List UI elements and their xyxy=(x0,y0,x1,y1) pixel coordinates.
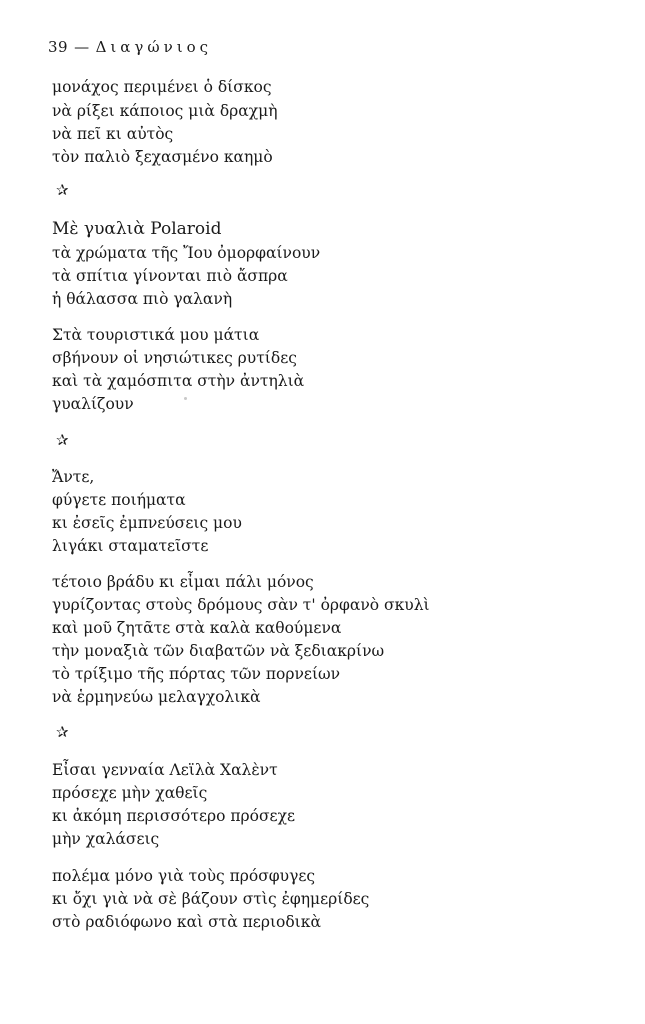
poem-line: φύγετε ποιήματα xyxy=(52,491,186,509)
poem-line: γυρίζοντας στοὺς δρόμους σὰν τ' ὀρφανὸ σκυλὶ xyxy=(52,596,430,614)
poem-line: μὴν χαλάσεις xyxy=(52,830,160,848)
poem-line: Στὰ τουριστικά μου μάτια xyxy=(52,326,260,344)
page-number: 39 xyxy=(48,38,69,56)
poem-line: νὰ ρίξει κάποιος μιὰ δραχμὴ xyxy=(52,102,278,120)
poem-line: πρόσεχε μὴν χαθεῖς xyxy=(52,784,208,802)
page-header xyxy=(48,38,212,56)
poem-line: τὸν παλιὸ ξεχασμένο καημὸ xyxy=(52,148,273,166)
poem-line: τὸ τρίξιμο τῆς πόρτας τῶν πορνείων xyxy=(52,665,341,683)
poem-line: νὰ πεῖ κι αὐτὸς xyxy=(52,125,174,143)
star-ornament-icon: ✰ xyxy=(56,431,69,449)
poem-line: Ἄντε, xyxy=(52,468,95,486)
header-separator: — xyxy=(74,38,90,56)
poem-line: σβήνουν οἱ νησιώτικες ρυτίδες xyxy=(52,349,297,367)
poem-line: Μὲ γυαλιὰ Polaroid xyxy=(52,219,222,239)
poem-line: γυαλίζουν xyxy=(52,395,134,413)
poem-line: ἡ θάλασσα πιὸ γαλανὴ xyxy=(52,290,233,308)
poem-line: πολέμα μόνο γιὰ τοὺς πρόσφυγες xyxy=(52,867,316,885)
poem-line: τὰ χρώματα τῆς Ἴου ὀμορφαίνουν xyxy=(52,244,321,262)
poem-line: κι ἀκόμη περισσότερο πρόσεχε xyxy=(52,807,296,825)
poem-line: τέτοιο βράδυ κι εἶμαι πάλι μόνος xyxy=(52,573,314,591)
poem-line: λιγάκι σταματεῖστε xyxy=(52,537,209,555)
star-ornament-icon: ✰ xyxy=(56,181,69,199)
print-speck xyxy=(184,397,187,400)
section-title: Διαγώνιος xyxy=(95,38,213,56)
poem-line: τὴν μοναξιὰ τῶν διαβατῶν νὰ ξεδιακρίνω xyxy=(52,642,385,660)
poem-line: καὶ τὰ χαμόσπιτα στὴν ἀντηλιὰ xyxy=(52,372,305,390)
poem-line: Εἶσαι γενναία Λεϊλὰ Χαλὲντ xyxy=(52,761,278,779)
poem-line: μονάχος περιμένει ὁ δίσκος xyxy=(52,78,272,96)
poem-line: τὰ σπίτια γίνονται πιὸ ἄσπρα xyxy=(52,267,288,285)
poem-line: κι ἐσεῖς ἐμπνεύσεις μου xyxy=(52,514,242,532)
poem-line: στὸ ραδιόφωνο καὶ στὰ περιοδικὰ xyxy=(52,913,321,931)
poem-line: κι ὄχι γιὰ νὰ σὲ βάζουν στὶς ἐφημερίδες xyxy=(52,890,370,908)
star-ornament-icon: ✰ xyxy=(56,723,69,741)
poem-line: καὶ μοῦ ζητᾶτε στὰ καλὰ καθούμενα xyxy=(52,619,342,637)
poem-line: νὰ ἑρμηνεύω μελαγχολικὰ xyxy=(52,688,261,706)
